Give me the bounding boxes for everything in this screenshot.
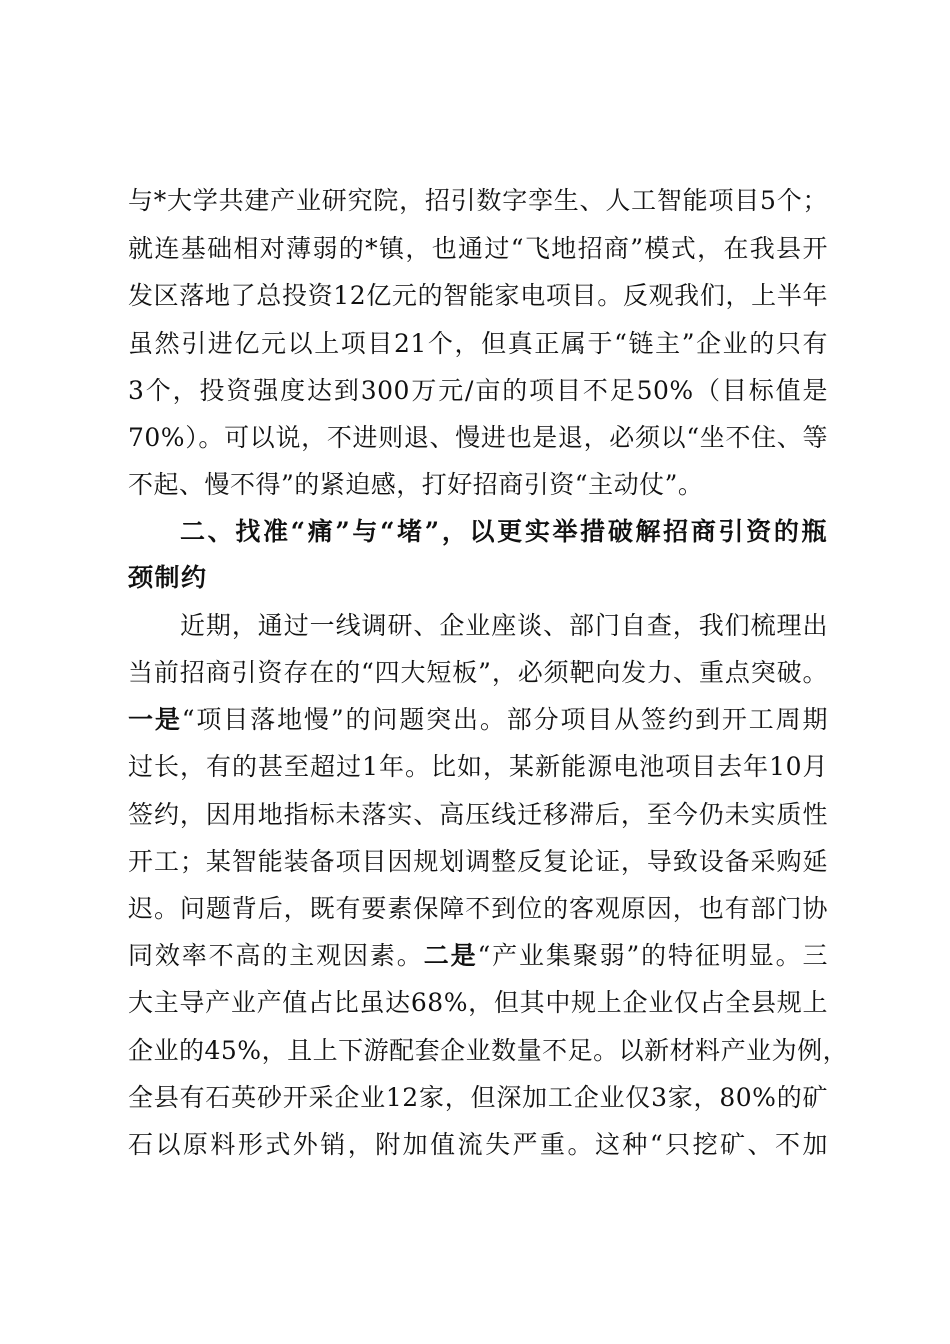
paragraph-line: 不起、慢不得”的紧迫感，打好招商引资“主动仗”。 bbox=[128, 470, 704, 499]
paragraph-line: 石以原料形式外销，附加值流失严重。这种“只挖矿、不加 bbox=[128, 1130, 828, 1159]
paragraph-line: 就连基础相对薄弱的*镇，也通过“飞地招商”模式，在我县开 bbox=[128, 234, 828, 263]
paragraph-line bbox=[128, 700, 828, 740]
paragraph-line: 3个，投资强度达到300万元/亩的项目不足50%（目标值是 bbox=[128, 376, 828, 405]
paragraph-line: 与*大学共建产业研究院，招引数字孪生、人工智能项目5个； bbox=[128, 186, 828, 215]
paragraph-line: 虽然引进亿元以上项目21个，但真正属于“链主”企业的只有 bbox=[128, 329, 828, 358]
paragraph-line: 70%）。可以说，不进则退、慢进也是退，必须以“坐不住、等 bbox=[128, 423, 828, 452]
paragraph-line: 当前招商引资存在的“四大短板”，必须靶向发力、重点突破。 bbox=[128, 658, 828, 687]
emphasis-label: 一是 bbox=[128, 705, 182, 734]
section-heading: 二、找准“痛”与“堵”，以更实举措破解招商引资的瓶 bbox=[180, 517, 828, 546]
paragraph-text: 同效率不高的主观因素。 bbox=[128, 941, 424, 970]
paragraph-line bbox=[128, 936, 828, 976]
paragraph-line: 开工；某智能装备项目因规划调整反复论证，导致设备采购延 bbox=[128, 847, 828, 876]
paragraph-line: 近期，通过一线调研、企业座谈、部门自查，我们梳理出 bbox=[180, 611, 828, 640]
paragraph-line: 全县有石英砂开采企业12家，但深加工企业仅3家，80%的矿 bbox=[128, 1083, 828, 1112]
paragraph-line: 迟。问题背后，既有要素保障不到位的客观原因，也有部门协 bbox=[128, 894, 828, 923]
paragraph-text: “项目落地慢”的问题突出。部分项目从签约到开工周期 bbox=[181, 705, 828, 734]
paragraph-line: 企业的45%，且上下游配套企业数量不足。以新材料产业为例， bbox=[128, 1036, 849, 1065]
paragraph-line: 签约，因用地指标未落实、高压线迁移滞后，至今仍未实质性 bbox=[128, 800, 828, 829]
emphasis-label: 二是 bbox=[423, 941, 478, 970]
paragraph-line: 发区落地了总投资12亿元的智能家电项目。反观我们，上半年 bbox=[128, 281, 828, 310]
paragraph-text: “产业集聚弱”的特征明显。三 bbox=[477, 941, 828, 970]
section-heading: 颈制约 bbox=[128, 563, 208, 592]
paragraph-line: 过长，有的甚至超过1年。比如，某新能源电池项目去年10月 bbox=[128, 752, 828, 781]
paragraph-line: 大主导产业产值占比虽达68%，但其中规上企业仅占全县规上 bbox=[128, 988, 828, 1017]
